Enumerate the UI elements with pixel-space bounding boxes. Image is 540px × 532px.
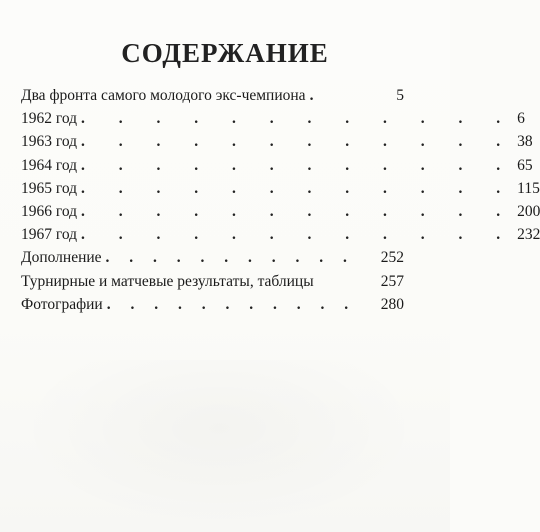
toc-entry (21, 270, 404, 293)
toc-entry-label: Дополнение (21, 249, 102, 267)
toc-entry (21, 293, 404, 316)
toc-entry-label: Два фронта самого молодого экс-чемпиона (21, 87, 306, 104)
toc-entry-leader: . . . . . . . . . . . . (81, 156, 516, 174)
toc-entry (21, 84, 404, 107)
toc-entry-label: Фотографии (21, 295, 103, 313)
toc-entry (21, 177, 540, 200)
toc-entry-label: 1964 год (21, 156, 78, 174)
toc-entry (21, 154, 533, 177)
toc-entry-leader: . . . . . . . . . . . (105, 249, 355, 267)
toc-entry (21, 130, 533, 153)
toc-entry-leader: . . . . . . . . . . . . (81, 226, 516, 244)
toc-entry-page: 115 (517, 179, 540, 197)
table-of-contents (21, 84, 540, 316)
toc-entry-leader: . . . . . . . . . . . . (81, 179, 516, 197)
toc-entry-leader: . . . . . . . . . . . . (81, 133, 516, 151)
toc-entry-leader: . . . . . . . . . . . (106, 295, 357, 313)
toc-entry-label: 1963 год (21, 133, 78, 151)
toc-entry-label: 1962 год (21, 110, 78, 128)
toc-entry-label: 1966 год (21, 202, 78, 220)
toc-entry (21, 223, 540, 246)
toc-entry-label: 1965 год (21, 179, 78, 197)
toc-entry-label: Турнирные и матчевые результаты, таблицы (21, 272, 314, 290)
toc-entry (21, 107, 525, 130)
toc-entry-leader: . . . . . . . . . . . . (81, 202, 516, 220)
toc-entry-leader: . . . . . . . . . . . . (81, 110, 516, 128)
toc-entry-page: 38 (517, 133, 533, 151)
toc-entry-page: 280 (380, 295, 404, 313)
toc-entry-page: 257 (380, 272, 404, 290)
toc-entry-leader: . (309, 87, 329, 104)
toc-entry-page: 252 (380, 249, 404, 267)
toc-entry (21, 246, 404, 269)
toc-entry-page: 5 (396, 87, 404, 104)
page-bleed-through (14, 360, 424, 530)
page-title: СОДЕРЖАНИЕ (121, 38, 329, 68)
toc-entry-page: 65 (517, 156, 533, 174)
toc-entry-page: 200 (517, 202, 540, 220)
toc-entry-page: 6 (517, 110, 525, 128)
toc-entry-page: 232 (517, 226, 540, 244)
toc-entry (21, 200, 540, 223)
toc-entry-label: 1967 год (21, 226, 78, 244)
